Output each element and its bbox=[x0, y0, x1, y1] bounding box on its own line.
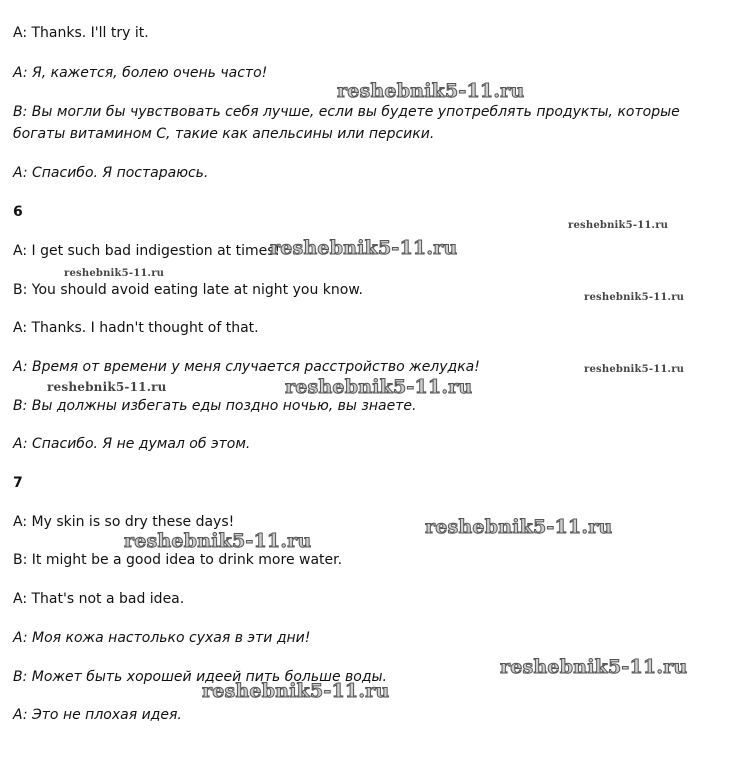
section-heading-7: 7 bbox=[13, 475, 23, 491]
line-ru-thanks-thought: A: Спасибо. Я не думал об этом. bbox=[13, 436, 251, 452]
line-dry-skin: A: My skin is so dry these days! bbox=[13, 514, 235, 530]
line-ru-sick: A: Я, кажется, болею очень часто! bbox=[13, 65, 268, 81]
line-ru-avoid: B: Вы должны избегать еды поздно ночью, вы знаете. bbox=[13, 398, 417, 414]
line-ru-drink-water: B: Может быть хорошей идеей пить больше воды. bbox=[13, 669, 388, 685]
watermark: reshebnik5-11.ru bbox=[500, 656, 688, 678]
watermark: reshebnik5-11.ru bbox=[285, 376, 473, 398]
line-drink-water: B: It might be a good idea to drink more water. bbox=[13, 552, 343, 568]
watermark: reshebnik5-11.ru bbox=[425, 516, 613, 538]
watermark: reshebnik5-11.ru bbox=[337, 80, 525, 102]
line-ru-thanks-try: A: Спасибо. Я постараюсь. bbox=[13, 165, 209, 181]
watermark: reshebnik5-11.ru bbox=[270, 237, 458, 259]
watermark: reshebnik5-11.ru bbox=[584, 292, 685, 303]
line-ru-vitamins-2: богаты витамином С, такие как апельсины или персики. bbox=[13, 126, 435, 142]
line-avoid-eating: B: You should avoid eating late at night you know. bbox=[13, 282, 363, 298]
watermark: reshebnik5-11.ru bbox=[568, 220, 669, 231]
section-heading-6: 6 bbox=[13, 204, 23, 220]
watermark: reshebnik5-11.ru bbox=[202, 680, 390, 702]
watermark: reshebnik5-11.ru bbox=[124, 530, 312, 552]
line-ru-dry-skin: A: Моя кожа настолько сухая в эти дни! bbox=[13, 630, 311, 646]
line-not-bad-idea: A: That's not a bad idea. bbox=[13, 591, 185, 607]
line-ru-vitamins-1: B: Вы могли бы чувствовать себя лучше, если вы будете употреблять продукты, которые bbox=[13, 104, 680, 120]
watermark: reshebnik5-11.ru bbox=[584, 364, 685, 375]
line-indigestion: A: I get such bad indigestion at times! bbox=[13, 243, 281, 259]
watermark: reshebnik5-11.ru bbox=[47, 380, 167, 394]
line-ru-not-bad: A: Это не плохая идея. bbox=[13, 707, 182, 723]
line-thanks-hadnt: A: Thanks. I hadn't thought of that. bbox=[13, 320, 259, 336]
line-ru-indigestion: A: Время от времени у меня случается расстройство желудка! bbox=[13, 359, 480, 375]
watermark: reshebnik5-11.ru bbox=[64, 268, 165, 279]
line-thanks-try: A: Thanks. I'll try it. bbox=[13, 25, 149, 41]
